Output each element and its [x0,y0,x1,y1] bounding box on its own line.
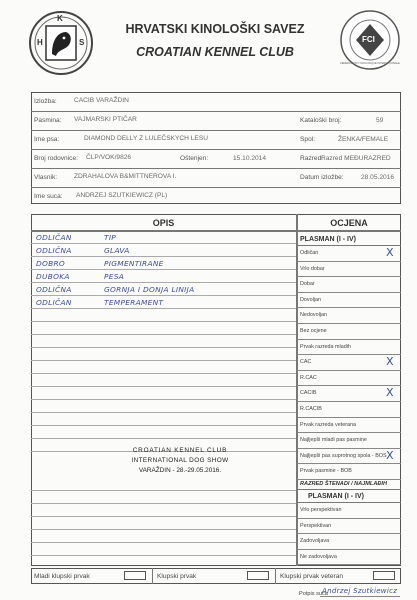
ocjena-row-label: R.CAC [300,374,317,381]
klupski-checkbox[interactable] [247,571,269,580]
klupski-label: Klupski prvak [157,573,197,580]
opis-desc-6: TEMPERAMENT [104,298,164,307]
ocjena-row-label: Najljepši mladi pas pasmine [300,437,367,444]
razred-label: Razred: [300,155,324,162]
opis-word-1: ODLIČAN [36,233,72,242]
fci-seal-text: FEDERATION CYNOLOGIQUE INTERNATIONALE [340,62,400,65]
spol-label: Spol: [300,136,316,143]
ocjena-row-label: R.CACIB [300,406,322,412]
razred-value: Razred MEĐURAZRED [321,155,391,162]
ocjena-row-label: Najljepši pas suprotnog spola - BOS [300,452,387,459]
ocjena-row-label: CAC [300,359,312,366]
opis-desc-4: PESA [104,272,125,281]
otenjen-value: 15.10.2014 [233,155,267,162]
veteran-label: Klupski prvak veteran [280,573,344,580]
izlozba-label: Izložba: [34,98,57,105]
opis-word-5: ODLIČNA [36,285,72,294]
fci-letters: FCI [362,35,375,44]
vlasnik-value: ZDRAHALOVA B&MITTNEROVA I. [74,173,177,180]
ocjena-row-label: Bez ocjene [300,328,327,334]
ocjena-row-mark: X [386,355,394,369]
ocjena-row-label: Dovoljan [300,296,321,303]
rodovnik-value: ČLP/VOK/9826 [86,154,132,161]
mladi-label: Mladi klupski prvak [34,573,90,580]
opis-desc-2: GLAVA [104,246,130,255]
fci-seal [340,10,400,70]
logo-letter-h: H [37,38,43,47]
ocjena-row-mark: X [386,448,394,462]
ocjena-row-mark: X [386,386,394,400]
stamp-line-2: INTERNATIONAL DOG SHOW [131,457,229,464]
ocjena-row-label: Prvak razreda veterana [300,421,357,428]
sudac-label: Ime suca: [34,193,63,200]
pasmina-value: VAJMARSKI PTIČAR [74,116,137,123]
ocjena-heading: OCJENA [330,218,368,228]
ocjena-row-label: Vrlo dobar [300,265,325,272]
pasmina-label: Pasmina: [34,117,62,124]
veteran-checkbox[interactable] [373,571,395,580]
title-croatian: HRVATSKI KINOLOŠKI SAVEZ [125,22,305,36]
opis-desc-3: PIGMENTIRANE [104,259,164,268]
ocjena-row-label: Prvak razreda mladih [300,343,351,350]
ocjena-row2-label: Perspektivan [300,522,332,529]
potpis-label: Potpis suca [299,591,328,597]
opis-word-3: DOBRO [36,259,66,268]
main-table [31,214,401,566]
plasman2-heading: PLASMAN (I - IV) [308,493,364,500]
opis-word-4: DUBOKA [36,272,70,281]
otenjen-label: Oštenjen: [180,155,209,162]
katbroj-value: 59 [376,117,384,124]
opis-heading: OPIS [152,218,175,228]
ocjena-row-label: Nedovoljan [300,312,327,319]
ocjena-row2-label: Vrlo perspektivan [300,507,342,513]
izlozba-value: CACIB VARAŽDIN [74,97,129,104]
plasman-heading: PLASMAN (I - IV) [300,236,356,243]
opis-desc-5: GORNJA I DONJA LINIJA [104,285,195,294]
logo-letter-s: S [79,38,85,47]
opis-word-2: ODLIČNA [36,246,72,255]
title-english: CROATIAN KENNEL CLUB [136,45,294,59]
vlasnik-label: Vlasnik: [34,174,58,181]
ocjena-row2-label: Zadovoljava [300,538,330,544]
hks-logo [28,10,94,76]
sudac-value: ANDRZEJ SZUTKIEWICZ (PL) [76,192,168,199]
imepsa-value: DIAMOND DELLY Z LULEČSKYCH LESU [84,135,208,142]
stamp-line-3: VARAŽDIN - 28.-29.05.2016. [138,467,222,474]
potpis-signature: Andrzej Szutkiewicz [322,587,398,595]
datum-label: Datum izložbe: [300,174,344,181]
ocjena-row-mark: X [386,246,394,259]
mladi-checkbox[interactable] [124,571,146,580]
ocjena-row-label: CACIB [300,390,317,397]
logo-letter-k: K [57,14,63,23]
ocjena-row-label: Odličan [300,250,319,256]
show-stamp [100,446,260,476]
datum-value: 28.05.2016 [361,174,395,181]
ocjena-row2-label: Ne zadovoljava [300,553,337,560]
ocjena-row-label: Dobar [300,281,315,288]
opis-word-6: ODLIČAN [36,298,72,307]
katbroj-label: Kataloški broj: [300,117,342,124]
ocjena-row-label: Prvak pasmine - BOB [300,468,352,475]
imepsa-label: Ime psa: [34,136,60,143]
opis-desc-1: TIP [104,233,117,242]
stamp-line-1: CROATIAN KENNEL CLUB [132,447,228,454]
rodovnik-label: Broj rodovnice: [34,155,78,162]
stenad-heading: RAZRED ŠTENADI / NAJMLAĐIH [300,481,388,487]
spol-value: ŽENKA/FEMALE [338,136,389,143]
